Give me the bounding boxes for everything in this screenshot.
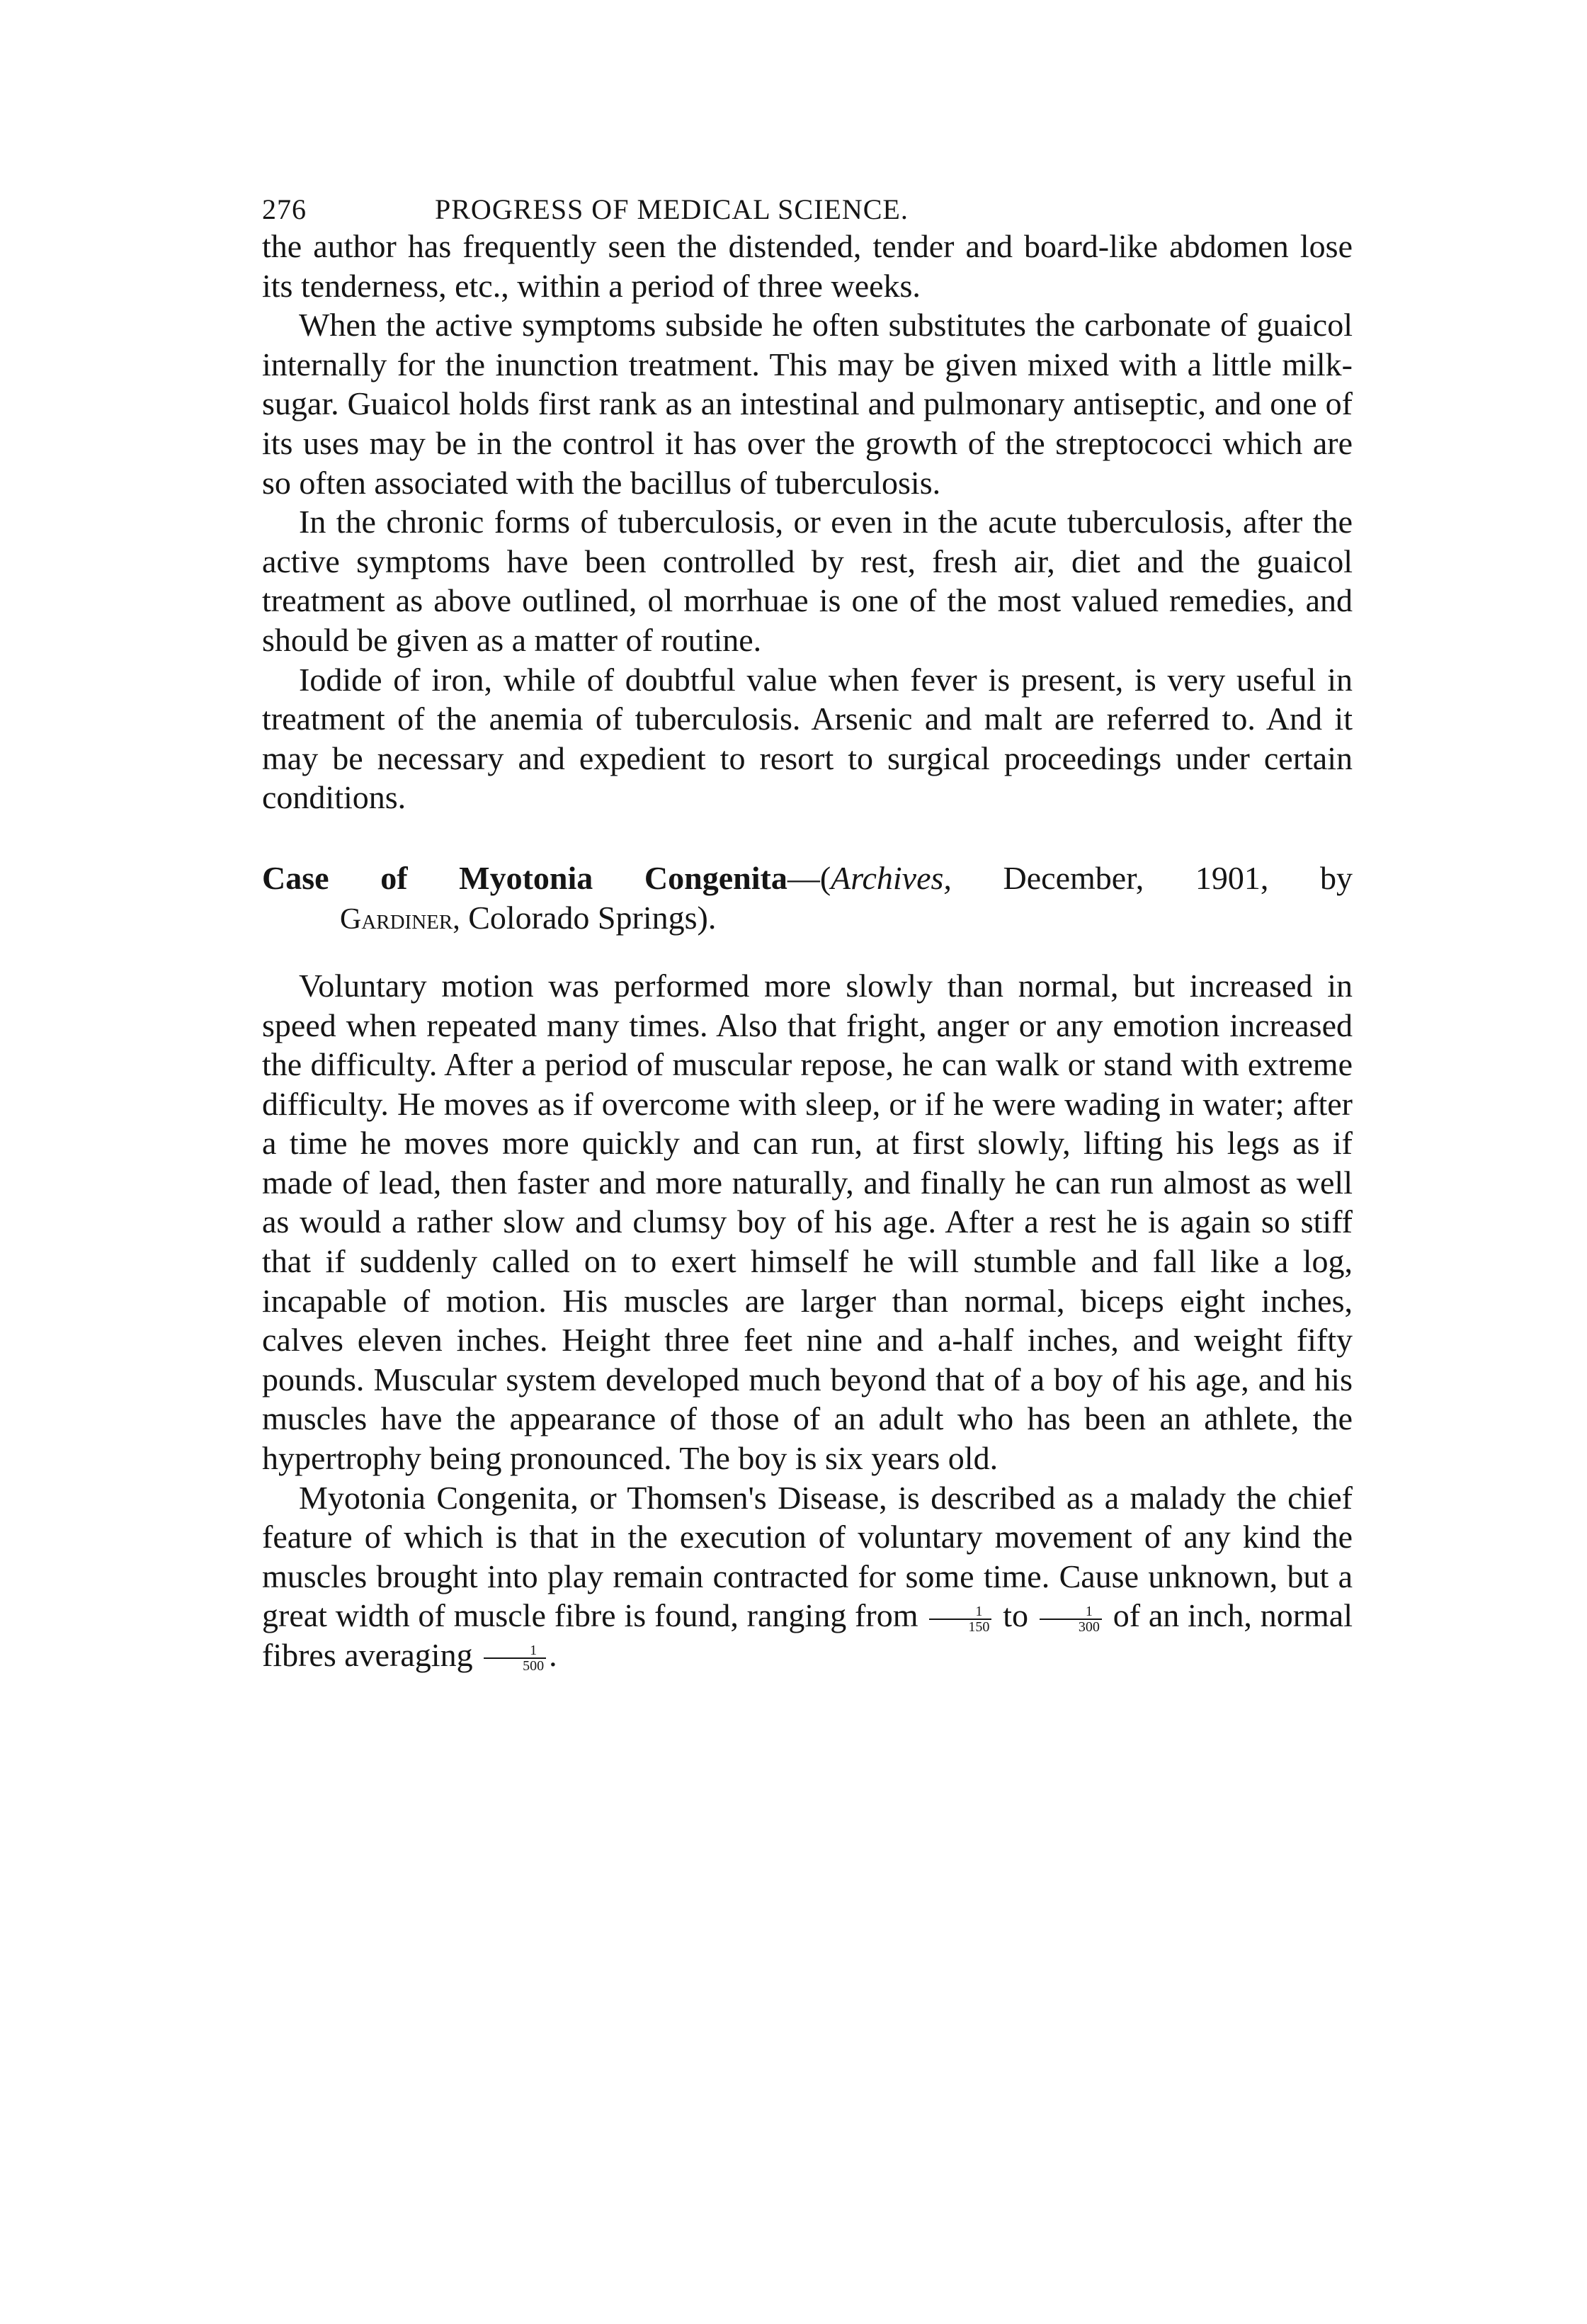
- paragraph: Iodide of iron, while of doubtful value when fever is present, is very useful in treatment of the anemia of tuberculosis. Arsenic and malt are referred to. And it may be necessary and expedient to resort to surgical proceedings under certain conditions.: [262, 661, 1353, 816]
- fraction-numerator: 1: [484, 1643, 546, 1659]
- running-header: [262, 177, 1353, 225]
- article-location: Colorado Springs).: [460, 899, 717, 936]
- fraction-denominator: 300: [1078, 1619, 1100, 1635]
- paragraph: Voluntary motion was performed more slowly than normal, but increased in speed when repeated many times. Also that fright, anger or any emotion increased the difficulty. After a period of muscular repose, he can walk or stand with extreme difficulty. He moves as if overcome with sleep, or if he were wading in water; after a time he moves more quickly and can run, at first slowly, lifting his legs as if made of lead, then faster and more naturally, and finally he can run almost as well as would a rather slow and clumsy boy of his age. After a rest he is again so stiff that if suddenly called on to exert himself he will stumble and fall like a log, incapable of motion. His muscles are larger than normal, biceps eight inches, calves eleven inches. Height three feet nine and a-half inches, and weight fifty pounds. Muscular system developed much beyond that of a boy of his age, and his muscles have the appearance of those of an adult who has been an athlete, the hypertrophy being pronounced. The boy is six years old.: [262, 967, 1353, 1477]
- article-byline: [262, 898, 1353, 938]
- running-title: PROGRESS OF MEDICAL SCIENCE.: [435, 193, 909, 225]
- paragraph-text: .: [549, 1637, 557, 1673]
- article-heading: [262, 858, 1353, 898]
- paragraph-text: to: [994, 1597, 1037, 1634]
- article-date: December, 1901, by: [951, 859, 1353, 896]
- paragraph-text: of an inch, normal fibres averaging: [262, 1597, 1353, 1673]
- fraction-numerator: 1: [929, 1604, 991, 1620]
- fraction-denominator: 500: [523, 1658, 545, 1674]
- fraction: [929, 1604, 991, 1634]
- heading-dash: —(: [787, 859, 831, 896]
- paragraph-with-fractions: [262, 1478, 1353, 1675]
- section-myotonia: [262, 966, 1353, 1675]
- page-number: 276: [262, 193, 307, 225]
- fraction-numerator: 1: [1040, 1604, 1102, 1620]
- fraction: [484, 1643, 546, 1673]
- article-author: Gardiner,: [340, 902, 460, 936]
- paragraph-text: Myotonia Congenita, or Thomsen's Disease, is described as a malady the chief feature of which is that in the execution of voluntary movement of any kind the muscles brought into play remain contracted for some time. Cause unknown, but a great width of muscle fibre is found, ranging from: [262, 1479, 1353, 1634]
- article-title: Case of Myotonia Congenita: [262, 859, 787, 896]
- article-source: Archives,: [831, 859, 952, 896]
- fraction: [1040, 1604, 1102, 1634]
- section-tuberculosis: [262, 227, 1353, 817]
- document-page: [262, 177, 1353, 1675]
- paragraph: the author has frequently seen the distended, tender and board-like abdomen lose its tenderness, etc., within a period of three weeks.: [262, 228, 1353, 304]
- paragraph: In the chronic forms of tuberculosis, or even in the acute tuberculosis, after the active symptoms have been controlled by rest, fresh air, diet and the guaicol treatment as above outlined, ol morrhuae is one of the most valued remedies, and should be given as a matter of routine.: [262, 504, 1353, 658]
- paragraph: When the active symptoms subside he often substitutes the carbonate of guaicol internally for the inunction treatment. This may be given mixed with a little milk-sugar. Guaicol holds first rank as an intestinal and pulmonary antiseptic, and one of its uses may be in the control it has over the growth of the streptococci which are so often associated with the bacillus of tuberculosis.: [262, 307, 1353, 501]
- fraction-denominator: 150: [968, 1619, 990, 1635]
